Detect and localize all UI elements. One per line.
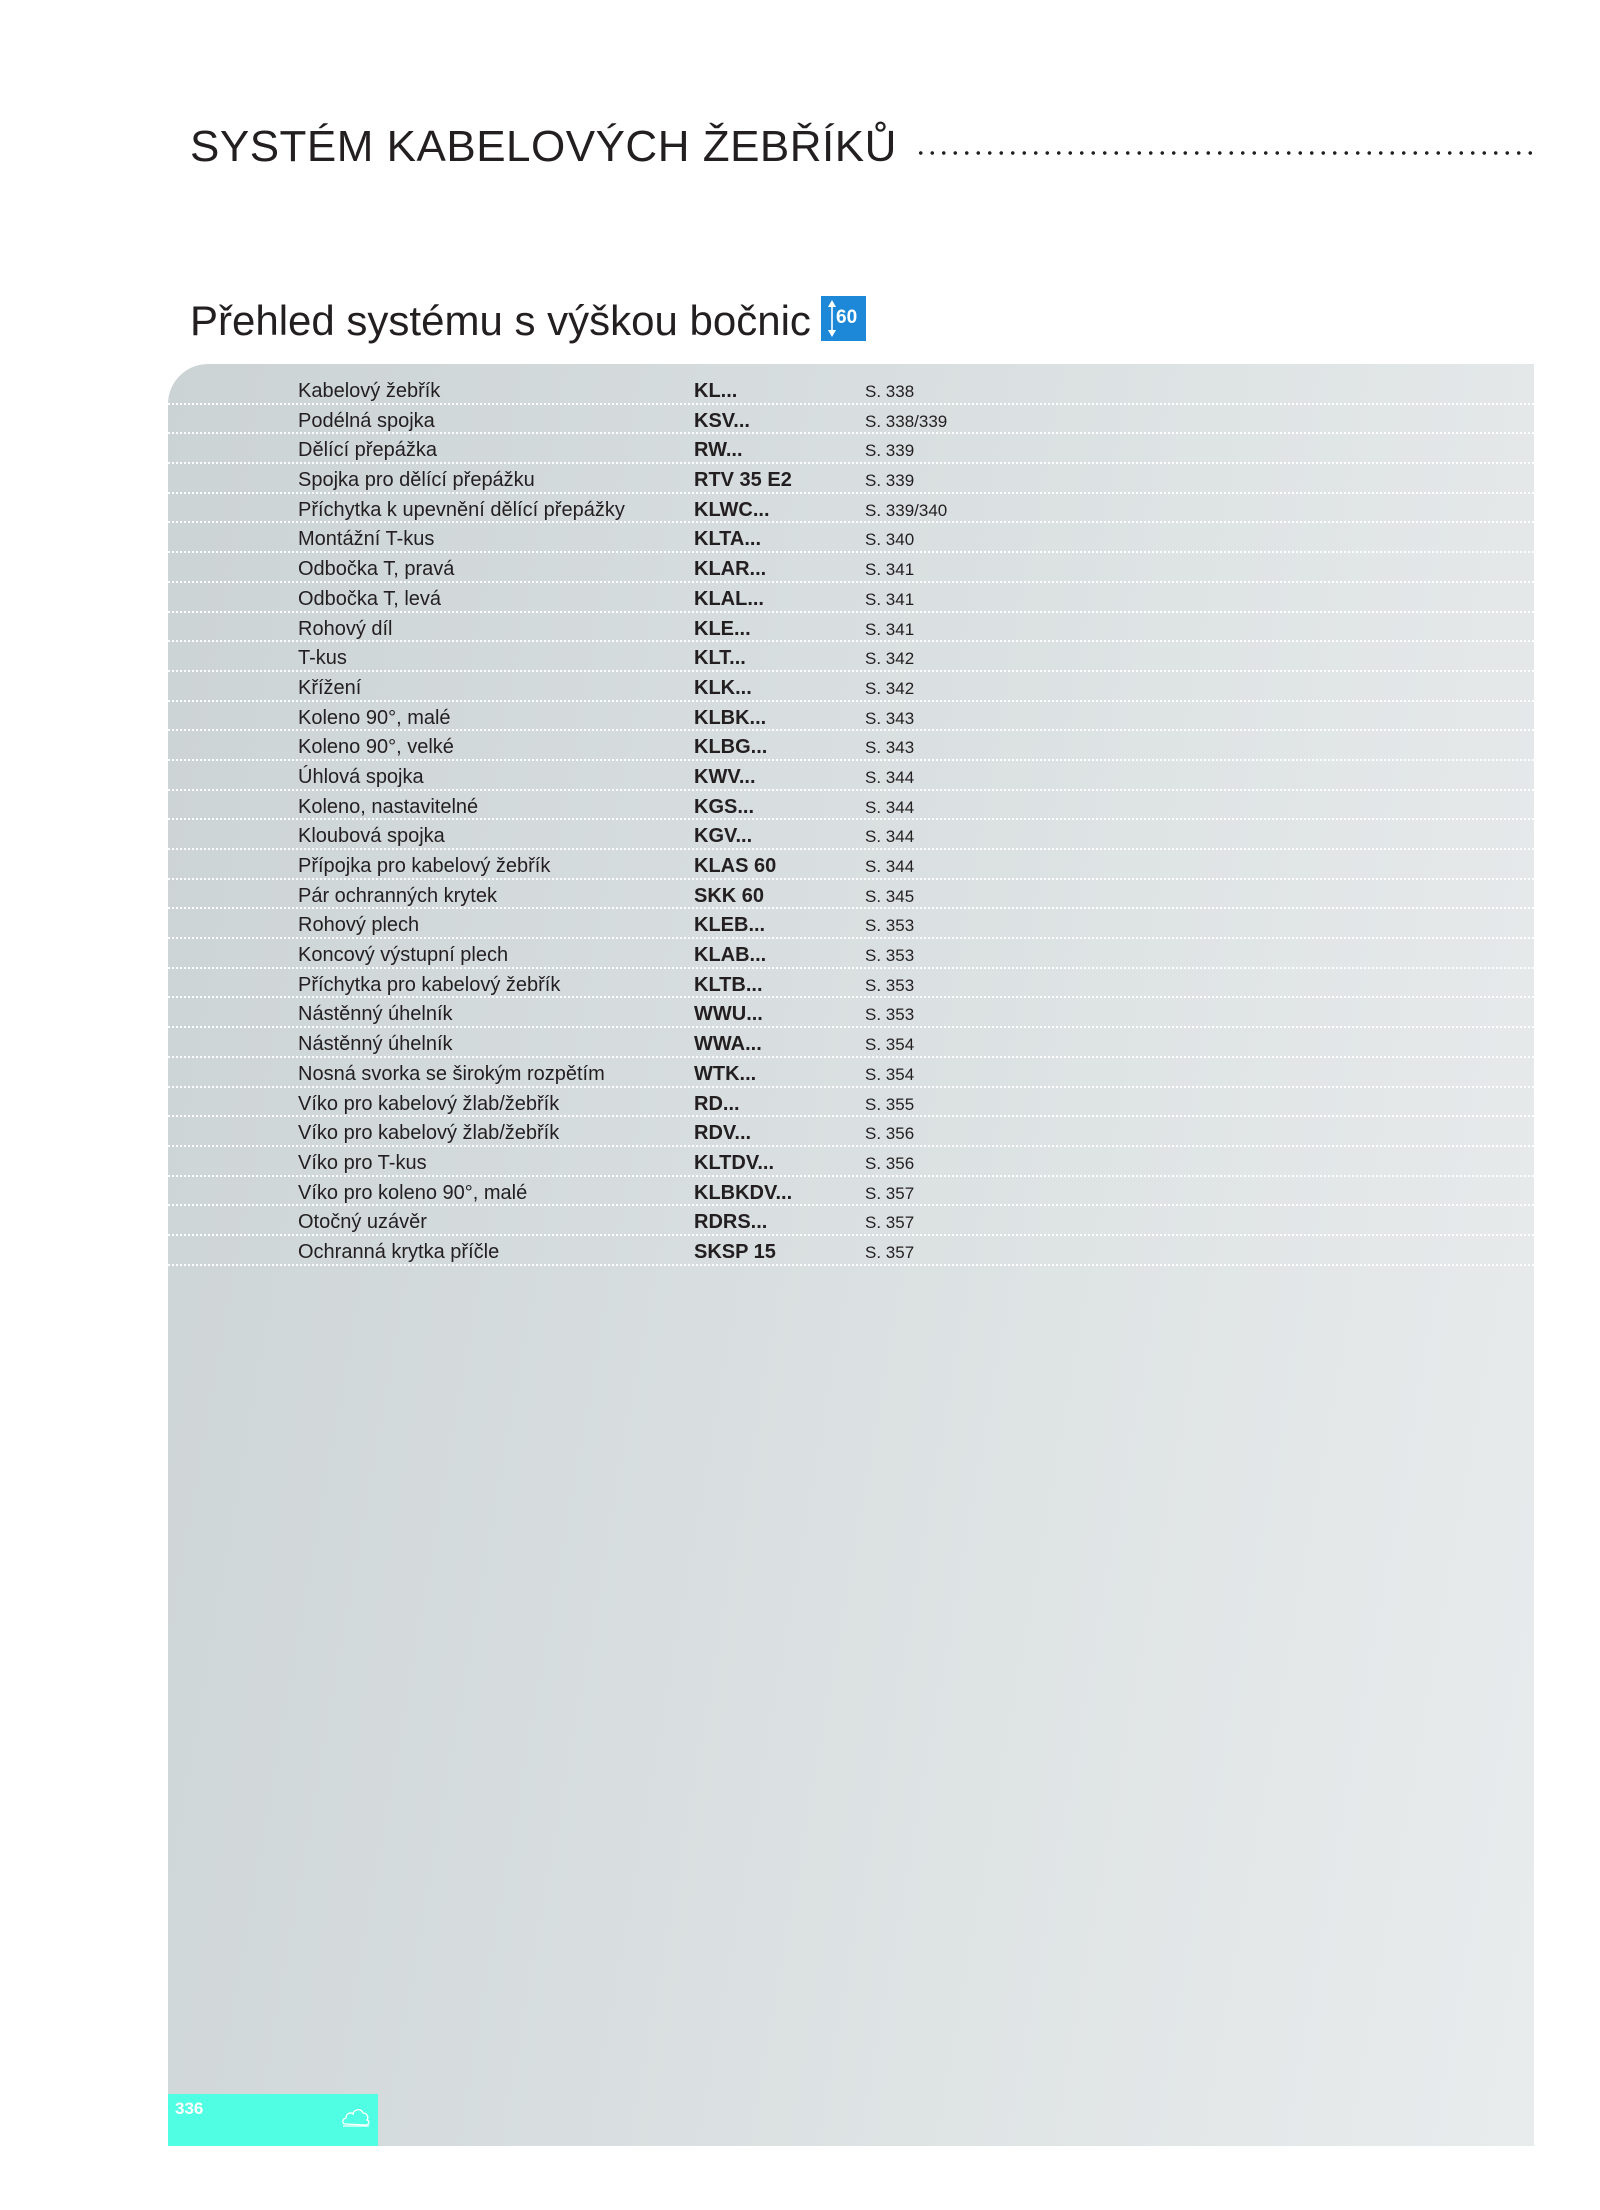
list-item xyxy=(168,1236,1534,1266)
item-code: KLAS 60 xyxy=(694,855,777,877)
item-page-ref: S. 354 xyxy=(865,1035,915,1055)
list-item xyxy=(168,613,1534,643)
item-code: RTV 35 E2 xyxy=(694,469,792,492)
item-code: WTK... xyxy=(694,1062,757,1085)
item-name: Víko pro kabelový žlab/žebřík xyxy=(298,1122,560,1145)
item-code: KLT... xyxy=(694,647,746,670)
item-name: Nástěnný úhelník xyxy=(298,1033,453,1056)
item-page-ref: S. 355 xyxy=(865,1094,915,1114)
list-item xyxy=(168,1058,1534,1088)
page-header-title: SYSTÉM KABELOVÝCH ŽEBŘÍKŮ xyxy=(190,122,897,171)
item-name: Odbočka T, levá xyxy=(298,587,442,610)
list-item xyxy=(168,1147,1534,1177)
item-name: Rohový díl xyxy=(298,617,393,640)
item-code: KLWC... xyxy=(694,498,770,521)
list-item xyxy=(168,464,1534,494)
item-name: Víko pro T-kus xyxy=(298,1151,427,1174)
item-page-ref: S. 338/339 xyxy=(865,411,948,431)
page-number: 336 xyxy=(175,2099,204,2118)
list-item xyxy=(168,909,1534,939)
item-code: KGV... xyxy=(694,825,753,848)
list-item xyxy=(168,642,1534,672)
item-page-ref: S. 344 xyxy=(865,857,915,876)
item-page-ref: S. 353 xyxy=(865,946,915,966)
list-item xyxy=(168,583,1534,613)
item-page-ref: S. 341 xyxy=(865,560,915,580)
item-code: WWA... xyxy=(694,1033,762,1056)
list-item xyxy=(168,375,1534,405)
list-item xyxy=(168,939,1534,969)
item-name: Kloubová spojka xyxy=(298,825,445,848)
item-code: KLTA... xyxy=(694,528,762,551)
list-item xyxy=(168,1117,1534,1147)
item-page-ref: S. 339 xyxy=(865,441,915,461)
item-page-ref: S. 353 xyxy=(865,916,915,936)
list-item xyxy=(168,969,1534,999)
item-code: KLAR... xyxy=(694,558,767,581)
overview-list xyxy=(168,375,1534,1266)
list-item xyxy=(168,405,1534,435)
list-item xyxy=(168,998,1534,1028)
height-badge-value: 60 xyxy=(836,307,858,328)
item-page-ref: S. 345 xyxy=(865,886,915,906)
list-item xyxy=(168,494,1534,524)
item-code: KLE... xyxy=(694,617,751,640)
item-code: KLTB... xyxy=(694,973,763,996)
list-item xyxy=(168,850,1534,880)
item-code: RW... xyxy=(694,439,743,462)
item-name: Nástěnný úhelník xyxy=(298,1003,453,1026)
list-item xyxy=(168,702,1534,732)
overview-panel xyxy=(168,364,1534,2146)
height-badge xyxy=(821,296,866,341)
item-name: Přípojka pro kabelový žebřík xyxy=(298,855,551,877)
item-page-ref: S. 338 xyxy=(865,382,915,401)
footer-tab xyxy=(168,2094,378,2146)
item-code: SKK 60 xyxy=(694,884,765,907)
item-code: KLBK... xyxy=(694,706,767,729)
item-page-ref: S. 344 xyxy=(865,767,915,787)
item-code: KLBG... xyxy=(694,736,768,759)
item-page-ref: S. 357 xyxy=(865,1213,915,1233)
list-item xyxy=(168,672,1534,702)
list-item xyxy=(168,434,1534,464)
item-name: Montážní T-kus xyxy=(298,528,435,551)
cloud-outline-icon xyxy=(341,2104,371,2130)
item-page-ref: S. 353 xyxy=(865,1005,915,1025)
item-code: KLBKDV... xyxy=(694,1181,793,1204)
item-name: Spojka pro dělící přepážku xyxy=(298,469,535,492)
item-code: KLEB... xyxy=(694,914,766,937)
item-code: WWU... xyxy=(694,1003,763,1026)
item-page-ref: S. 357 xyxy=(865,1183,915,1203)
item-name: Příchytka pro kabelový žebřík xyxy=(298,973,561,996)
list-item xyxy=(168,791,1534,821)
item-name: Otočný uzávěr xyxy=(298,1211,427,1234)
item-page-ref: S. 342 xyxy=(865,678,915,698)
item-page-ref: S. 341 xyxy=(865,589,915,609)
list-item xyxy=(168,1206,1534,1236)
list-item xyxy=(168,761,1534,791)
item-page-ref: S. 356 xyxy=(865,1124,915,1144)
item-page-ref: S. 356 xyxy=(865,1153,915,1173)
item-name: Koleno 90°, velké xyxy=(298,736,454,759)
item-code: KWV... xyxy=(694,765,756,788)
item-name: Dělící přepážka xyxy=(298,439,437,462)
list-item xyxy=(168,880,1534,910)
list-item xyxy=(168,820,1534,850)
item-code: KLAB... xyxy=(694,944,767,967)
item-page-ref: S. 339 xyxy=(865,471,915,491)
item-page-ref: S. 340 xyxy=(865,530,915,550)
item-code: KLAL... xyxy=(694,587,764,610)
item-code: KLTDV... xyxy=(694,1151,775,1174)
item-name: Koleno, nastavitelné xyxy=(298,795,479,818)
item-page-ref: S. 342 xyxy=(865,649,915,669)
list-item xyxy=(168,1088,1534,1118)
item-name: Podélná spojka xyxy=(298,409,435,432)
list-item xyxy=(168,731,1534,761)
item-name: Víko pro kabelový žlab/žebřík xyxy=(298,1092,560,1115)
item-code: RDRS... xyxy=(694,1211,768,1234)
item-page-ref: S. 344 xyxy=(865,797,915,817)
item-code: KL... xyxy=(694,380,738,402)
item-page-ref: S. 353 xyxy=(865,975,915,995)
item-name: Pár ochranných krytek xyxy=(298,884,497,907)
item-name: Koleno 90°, malé xyxy=(298,706,451,729)
item-code: KSV... xyxy=(694,409,750,432)
item-name: T-kus xyxy=(298,647,347,670)
item-name: Koncový výstupní plech xyxy=(298,944,509,967)
item-name: Ochranná krytka příčle xyxy=(298,1240,500,1263)
item-page-ref: S. 357 xyxy=(865,1242,915,1262)
item-page-ref: S. 343 xyxy=(865,708,915,728)
item-name: Nosná svorka se širokým rozpětím xyxy=(298,1062,605,1085)
item-name: Kabelový žebřík xyxy=(298,380,441,402)
item-name: Příchytka k upevnění dělící přepážky xyxy=(298,498,625,521)
item-page-ref: S. 343 xyxy=(865,738,915,758)
item-page-ref: S. 354 xyxy=(865,1064,915,1084)
item-name: Úhlová spojka xyxy=(298,765,424,788)
item-page-ref: S. 339/340 xyxy=(865,500,948,520)
item-code: KLK... xyxy=(694,676,752,699)
item-code: KGS... xyxy=(694,795,755,818)
item-page-ref: S. 341 xyxy=(865,619,915,639)
item-name: Rohový plech xyxy=(298,914,420,937)
list-item xyxy=(168,1028,1534,1058)
section-title: Přehled systému s výškou bočnic xyxy=(190,297,811,344)
list-item xyxy=(168,523,1534,553)
item-code: RDV... xyxy=(694,1122,752,1145)
item-name: Víko pro koleno 90°, malé xyxy=(298,1181,528,1204)
item-code: RD... xyxy=(694,1092,740,1115)
item-page-ref: S. 344 xyxy=(865,827,915,847)
list-item xyxy=(168,553,1534,583)
item-code: SKSP 15 xyxy=(694,1240,776,1263)
list-item xyxy=(168,1177,1534,1207)
header-dot-leader xyxy=(915,150,1535,156)
item-name: Křížení xyxy=(298,676,362,699)
item-name: Odbočka T, pravá xyxy=(298,558,455,581)
